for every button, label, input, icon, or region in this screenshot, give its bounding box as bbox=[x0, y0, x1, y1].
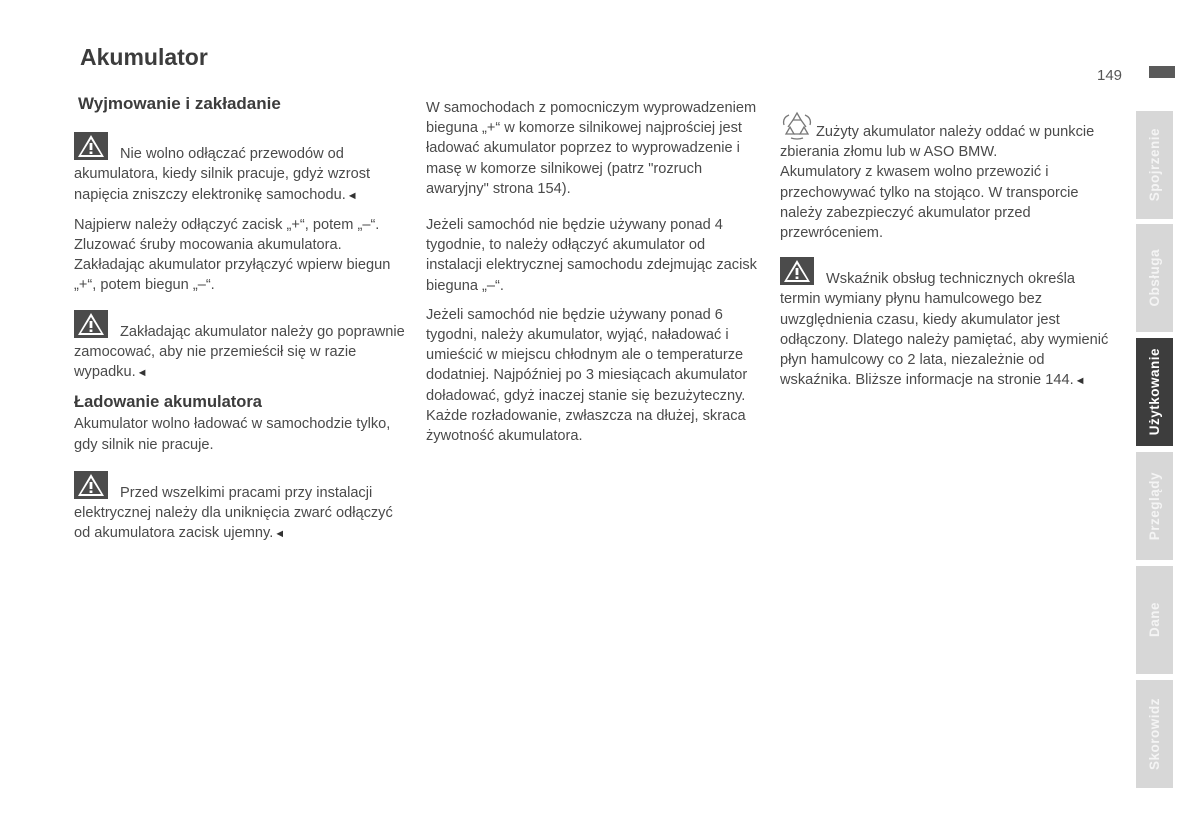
recycle-icon bbox=[780, 110, 814, 140]
page-number-bar bbox=[1149, 66, 1175, 78]
tab-uzytkowanie[interactable] bbox=[1136, 338, 1173, 446]
warning-note-3 bbox=[74, 471, 412, 545]
tab-label: Dane bbox=[1147, 602, 1162, 638]
warning-text-2: Zakładając akumulator należy go poprawnie zamocować, aby nie przemieścił się w razie wypadku. bbox=[74, 323, 405, 381]
paragraph-auxiliary-terminal: W samochodach z pomocniczym wyprowadzeniem bieguna „+“ w komorze silnikowej najprościej jest ładować akumulator poprzez to wyprowadzenie i masę w komorze silnikowej (patrz "rozruch awaryjny" strona 154). bbox=[426, 100, 757, 197]
warning-triangle-icon bbox=[780, 257, 814, 285]
paragraph-charging: Akumulator wolno ładować w samochodzie tylko, gdy silnik nie pracuje. bbox=[74, 416, 391, 453]
end-of-section-icon: ◄ bbox=[274, 528, 286, 541]
recycle-note bbox=[780, 110, 1116, 162]
paragraph-disconnect-order: Najpierw należy odłączyć zacisk „+“, potem „–“. Zluzować śruby mocowania akumulatora. Zakładając akumulator przyłączyć wpierw biegun „+“, potem biegun „–“. bbox=[74, 216, 391, 294]
paragraph-4-weeks: Jeżeli samochód nie będzie używany ponad 4 tygodnie, to należy odłączyć akumulator od instalacji elektrycznej samochodu zdejmując zacisk bieguna „–“. bbox=[426, 217, 757, 294]
end-of-section-icon: ◄ bbox=[136, 367, 148, 380]
tab-label: Obsługa bbox=[1147, 249, 1162, 307]
column-3 bbox=[780, 110, 1116, 400]
tab-label: Spojrzenie bbox=[1147, 128, 1162, 202]
tab-skorowidz[interactable] bbox=[1136, 680, 1173, 788]
tab-label: Skorowidz bbox=[1147, 697, 1162, 770]
tab-dane[interactable] bbox=[1136, 566, 1173, 674]
warning-text-3: Przed wszelkimi pracami przy instalacji elektrycznej należy dla uniknięcia zwarć odłączyć od akumulatora zacisk ujemny. bbox=[74, 484, 393, 542]
section-heading-charging: Ładowanie akumulatora bbox=[74, 393, 262, 412]
page-number: 149 bbox=[1097, 67, 1123, 84]
recycle-text: Zużyty akumulator należy oddać w punkcie zbierania złomu lub w ASO BMW. bbox=[780, 124, 1095, 161]
warning-note-1 bbox=[74, 132, 412, 206]
column-2 bbox=[426, 98, 762, 455]
tab-label: Użytkowanie bbox=[1147, 348, 1162, 436]
page-title: Akumulator bbox=[80, 44, 208, 70]
section-heading-remove-install: Wyjmowanie i zakładanie bbox=[78, 94, 281, 113]
tab-label: Przeglądy bbox=[1147, 471, 1162, 541]
paragraph-6-weeks: Jeżeli samochód nie będzie używany ponad 6 tygodni, należy akumulator, wyjąć, naładować i umieścić w miejscu chłodnym ale o temperaturze dodatniej. Najpóźniej po 3 miesiącach akumulator doładować, gdyż inaczej stanie się bezużyteczny. Każde rozładowanie, zwłaszcza na dłużej, skraca żywotność akumulatora. bbox=[426, 306, 748, 445]
column-1 bbox=[74, 94, 412, 553]
warning-triangle-icon bbox=[74, 132, 108, 160]
warning-text-1: Nie wolno odłączać przewodów od akumulatora, kiedy silnik pracuje, gdyż wzrost napięcia zniszczy elektronikę samochodu. bbox=[74, 146, 371, 203]
end-of-section-icon: ◄ bbox=[1074, 375, 1086, 388]
tab-obsluga[interactable] bbox=[1136, 224, 1173, 332]
paragraph-transport: Akumulatory z kwasem wolno przewozić i przechowywać tylko na stojąco. W transporcie należy zabezpieczyć akumulator przed przewróceniem. bbox=[780, 164, 1079, 242]
tab-przeglady[interactable] bbox=[1136, 452, 1173, 560]
tab-spojrzenie[interactable] bbox=[1136, 111, 1173, 219]
warning-triangle-icon bbox=[74, 471, 108, 499]
warning-text-4: Wskaźnik obsług technicznych określa termin wymiany płynu hamulcowego bez uwzględnienia czasu, kiedy akumulator jest odłączony. Dlatego należy pamiętać, aby wymienić płyn hamulcowy co 2 lata, niezależnie od wskaźnika. Bliższe informacje na stronie 144. bbox=[780, 271, 1109, 389]
warning-note-2 bbox=[74, 310, 412, 384]
end-of-section-icon: ◄ bbox=[346, 189, 358, 202]
warning-triangle-icon bbox=[74, 310, 108, 338]
warning-note-4 bbox=[780, 257, 1116, 391]
